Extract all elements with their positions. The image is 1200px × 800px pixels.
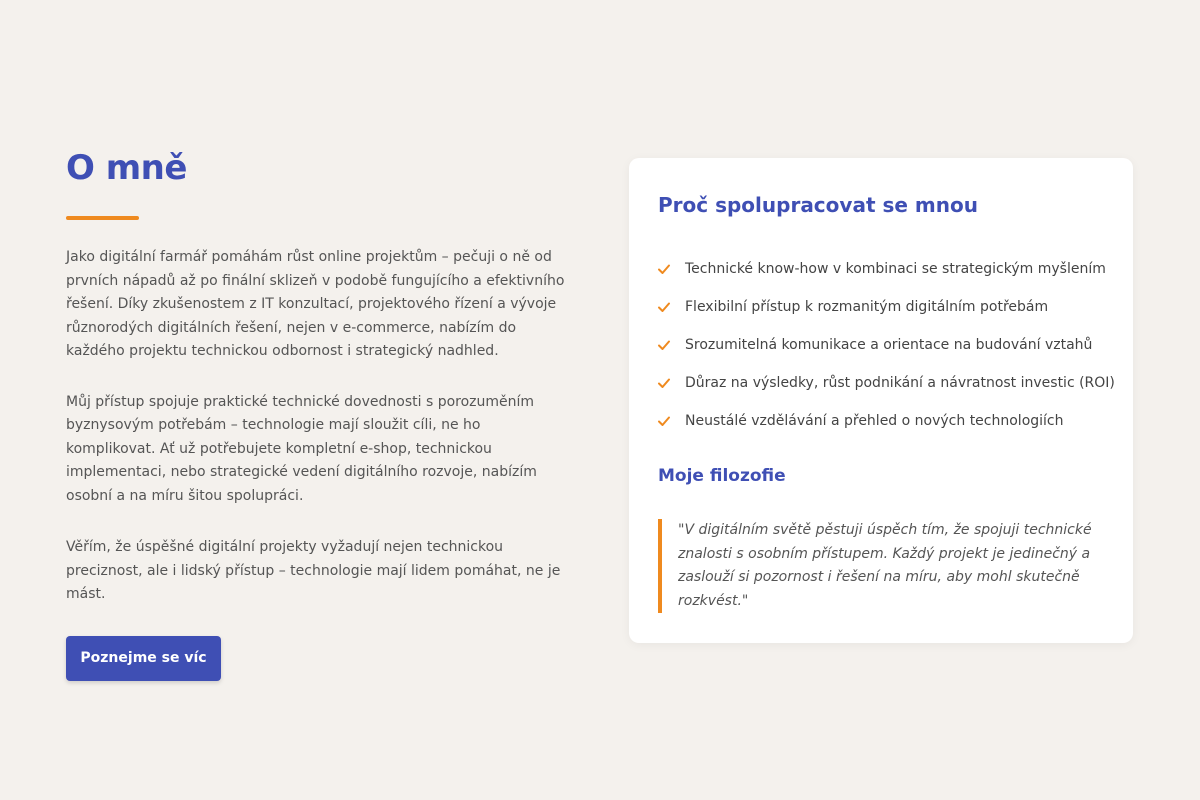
benefit-item <box>657 326 1115 364</box>
title-divider <box>66 216 139 220</box>
check-icon <box>657 376 671 390</box>
benefit-text: Neustálé vzdělávání a přehled o nových technologiích <box>685 413 1064 429</box>
about-paragraph-3: Věřím, že úspěšné digitální projekty vyžadují nejen technickou preciznost, ale i lidský přístup – technologie mají lidem pomáhat, ne je mást. <box>66 539 561 602</box>
benefit-item <box>657 402 1115 440</box>
benefit-text: Důraz na výsledky, růst podnikání a návratnost investic (ROI) <box>685 375 1115 391</box>
why-work-with-me-card <box>629 158 1133 643</box>
about-paragraph-1: Jako digitální farmář pomáhám růst online projektům – pečuji o ně od prvních nápadů až po finální sklizeň v podobě fungujícího a efektivního řešení. Díky zkušenostem z IT konzultací, projektového řízení a vývoje různorodých digitálních řešení, nejen v e-commerce, nabízím do každého projektu technickou odbornost i strategický nadhled. <box>66 249 565 359</box>
benefit-item <box>657 364 1115 402</box>
card-title: Proč spolupracovat se mnou <box>658 193 978 217</box>
learn-more-button[interactable]: Poznejme se víc <box>66 636 221 681</box>
check-icon <box>657 414 671 428</box>
benefits-list <box>657 250 1115 440</box>
benefit-text: Technické know-how v kombinaci se strategickým myšlením <box>685 261 1106 277</box>
check-icon <box>657 338 671 352</box>
check-icon <box>657 300 671 314</box>
about-section <box>66 148 586 681</box>
check-icon <box>657 262 671 276</box>
philosophy-quote: "V digitálním světě pěstuji úspěch tím, že spojuji technické znalosti s osobním přístupem. Každý projekt je jedinečný a zaslouží si pozornost i řešení na míru, aby mohl skutečně rozkvést." <box>658 519 1098 613</box>
benefit-text: Flexibilní přístup k rozmanitým digitálním potřebám <box>685 299 1049 315</box>
philosophy-title: Moje filozofie <box>658 466 786 486</box>
about-paragraph-2: Můj přístup spojuje praktické technické dovednosti s porozuměním byznysovým potřebám – technologie mají sloužit cíli, ne ho komplikovat. Ať už potřebujete kompletní e-shop, technickou implementaci, nebo strategické vedení digitálního rozvoje, nabízím osobní a na míru šitou spolupráci. <box>66 393 537 504</box>
about-title: O mně <box>66 148 187 188</box>
benefit-item <box>657 250 1115 288</box>
benefit-item <box>657 288 1115 326</box>
benefit-text: Srozumitelná komunikace a orientace na budování vztahů <box>685 337 1093 353</box>
